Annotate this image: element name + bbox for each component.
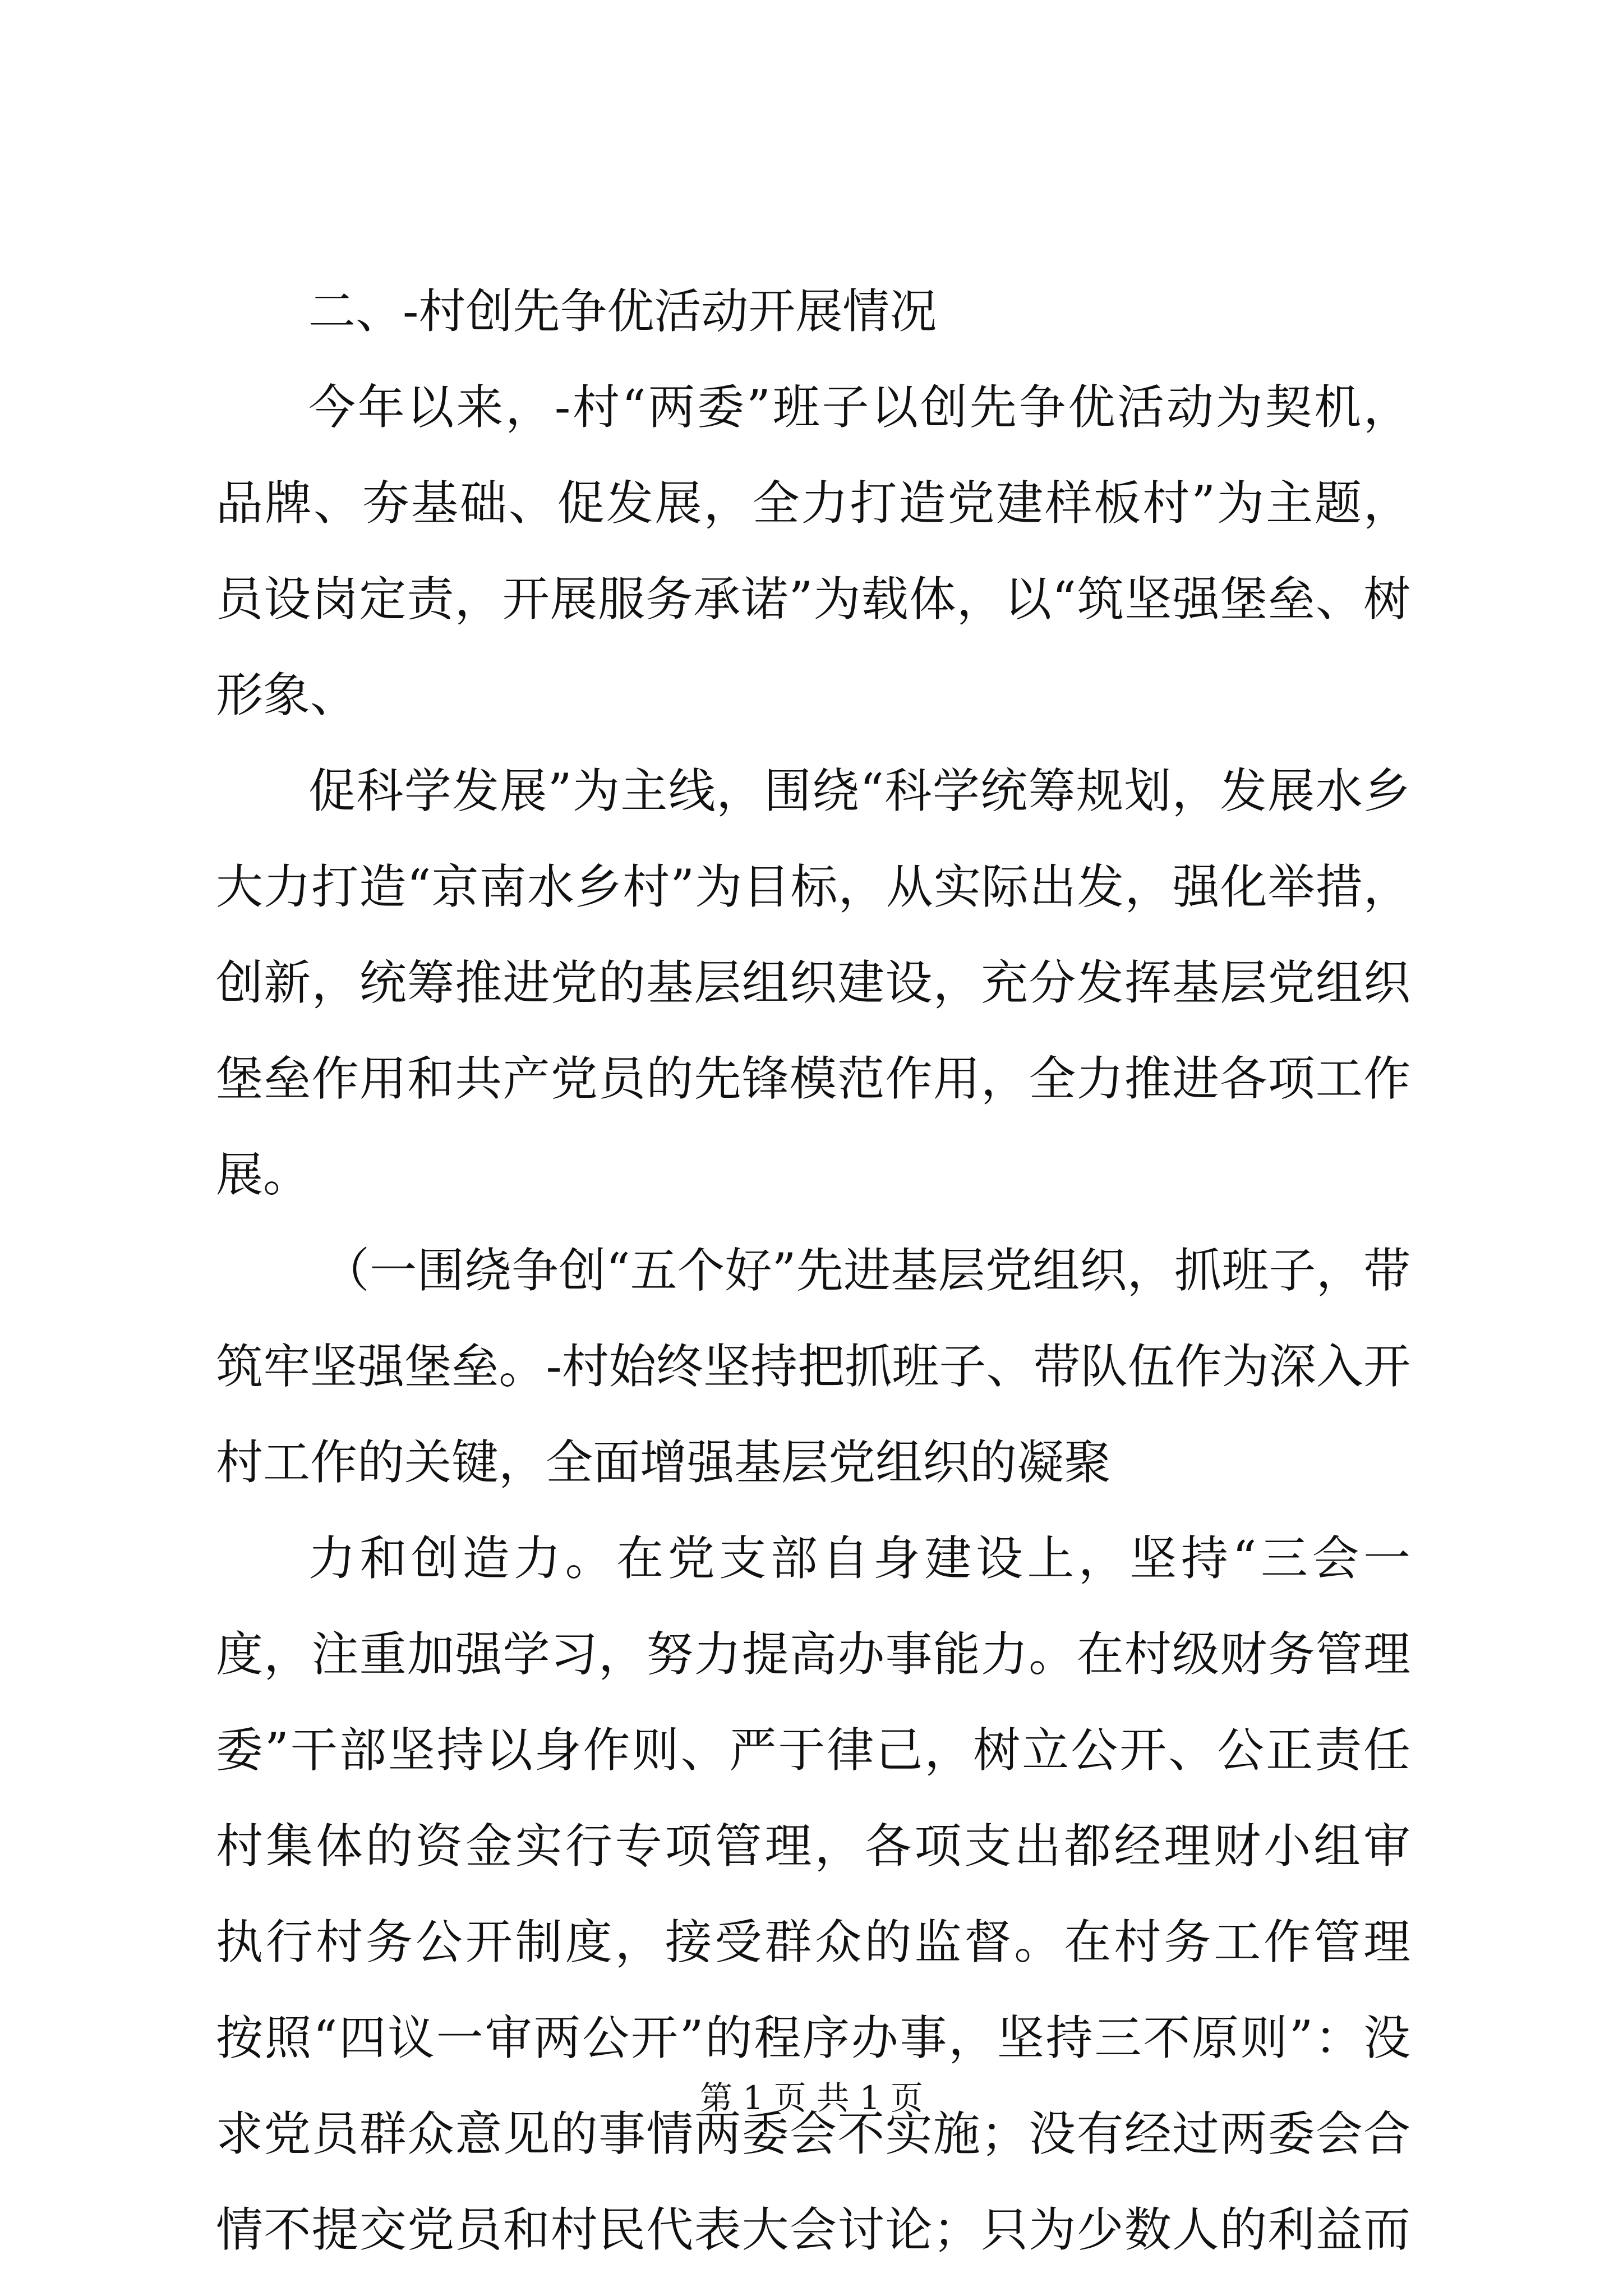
paragraph-line: 执行村务公开制度，接受群众的监督。在村务工作管理 — [216, 1915, 1410, 1970]
paragraph-line: 求党员群众意见的事情两委会不实施；没有经过两委会合 — [216, 2106, 1410, 2161]
paragraph-line: 情不提交党员和村民代表大会讨论；只为少数人的利益而 — [216, 2202, 1410, 2257]
paragraph-3 — [216, 1223, 1410, 1511]
paragraph-line: 按照“四议一审两公开”的程序办事，坚持三不原则”：没 — [216, 2010, 1410, 2065]
paragraph-line: 员设岗定责，开展服务承诺”为载体，以“筑坚强堡垒、树 — [216, 572, 1410, 627]
paragraph-line: 今年以来，-村“两委”班子以创先争优活动为契机， — [308, 380, 1410, 435]
paragraph-line: 村集体的资金实行专项管理，各项支出都经理财小组审 — [216, 1819, 1410, 1874]
paragraph-line: 堡垒作用和共产党员的先锋模范作用，全力推进各项工作 — [216, 1051, 1410, 1106]
paragraph-line: 促科学发展”为主线，围绕“科学统筹规划，发展水乡 — [308, 763, 1410, 818]
paragraph-4 — [216, 1511, 1410, 2278]
paragraph-line: 形象、 — [216, 668, 358, 723]
paragraph-line: 筑牢坚强堡垒。-村始终坚持把抓班子、带队伍作为深入开 — [216, 1339, 1410, 1394]
paragraph-1 — [216, 360, 1410, 743]
paragraph-line: 度，注重加强学习，努力提高办事能力。在村级财务管理 — [216, 1627, 1410, 1682]
page-footer: 第 1 页 共 1 页 — [700, 2079, 923, 2117]
paragraph-line: 村工作的关键，全面增强基层党组织的凝聚 — [216, 1435, 1112, 1490]
paragraph-line: 委”干部坚持以身作则、严于律己，树立公开、公正责任 — [216, 1723, 1410, 1778]
document-body — [216, 264, 1410, 2278]
paragraph-line: 力和创造力。在党支部自身建设上，坚持“三会一 — [308, 1531, 1410, 1586]
paragraph-line: 创新，统筹推进党的基层组织建设，充分发挥基层党组织 — [216, 955, 1410, 1010]
paragraph-2 — [216, 743, 1410, 1223]
paragraph-line: 大力打造“京南水乡村”为目标，从实际出发，强化举措， — [216, 859, 1410, 914]
paragraph-line: （一围绕争创“五个好”先进基层党组织，抓班子，带 — [322, 1243, 1410, 1298]
paragraph-line: 品牌、夯基础、促发展，全力打造党建样板村”为主题， — [216, 476, 1410, 531]
section-heading: 二、-村创先争优活动开展情况 — [308, 284, 937, 339]
paragraph-line: 展。 — [216, 1147, 311, 1202]
